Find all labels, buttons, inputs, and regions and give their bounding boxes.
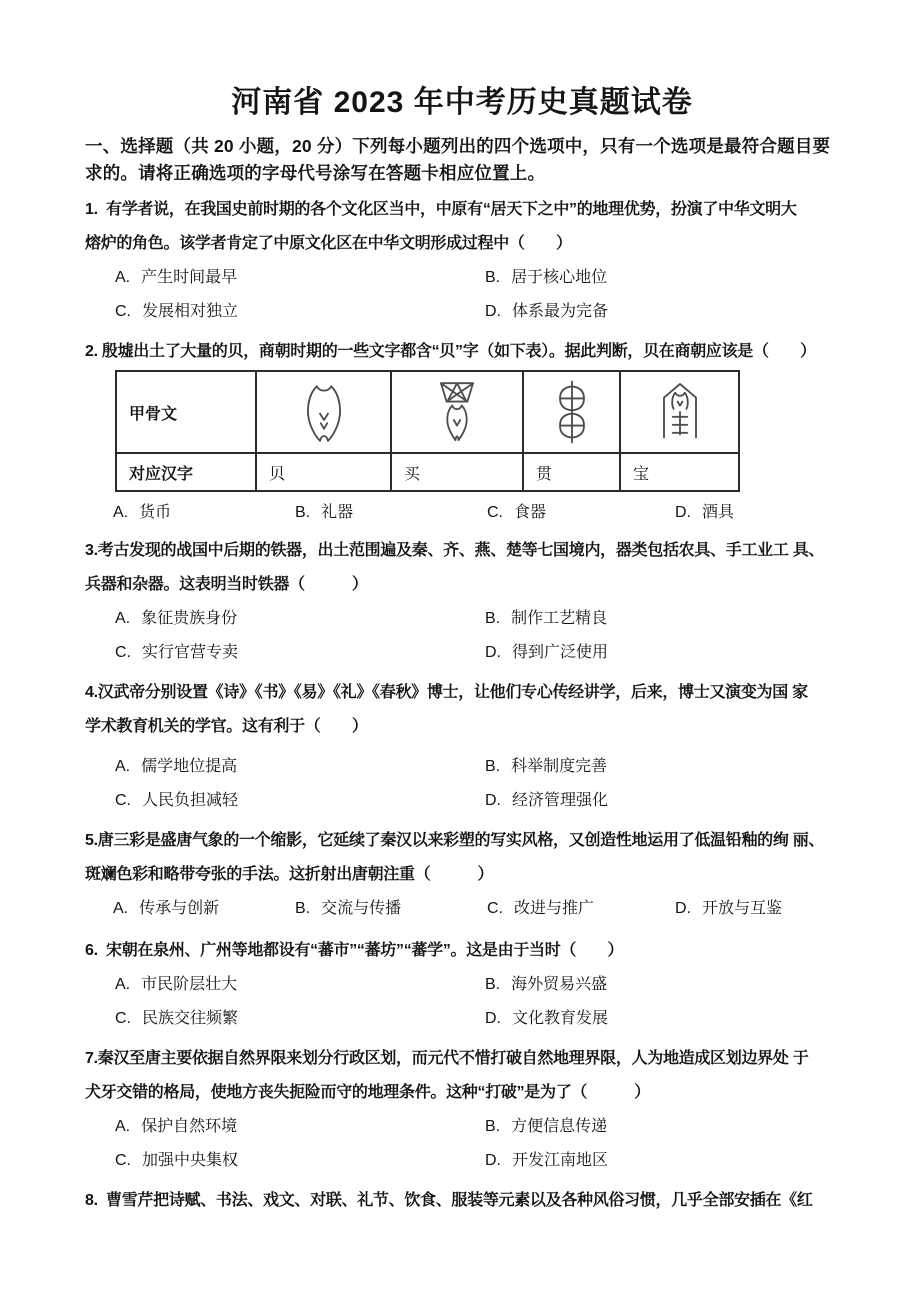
question-8 xyxy=(85,1184,839,1218)
question-3-stem-line-2: 兵器和杂器。这表明当时铁器（ ） xyxy=(85,576,368,593)
question-3-stem-line-1: 3.考古发现的战国中后期的铁器，出土范围遍及秦、齐、燕、楚等七国境内，器类包括农具、手工业工 具、 xyxy=(85,542,825,559)
table-cell-glyph-bao xyxy=(620,371,739,453)
instructions-line-2: 求的。请将正确选项的字母代号涂写在答题卡相应位置上。 xyxy=(85,163,546,183)
question-1 xyxy=(85,193,839,329)
question-3-option-b: B. 制作工艺精良 xyxy=(485,610,608,627)
question-6-option-c: C. 民族交往频繁 xyxy=(115,1010,239,1027)
oracle-bao-glyph xyxy=(656,380,704,444)
question-5-option-b: B. 交流与传播 xyxy=(295,900,402,917)
question-6-option-b: B. 海外贸易兴盛 xyxy=(485,976,608,993)
question-1-option-d: D. 体系最为完备 xyxy=(485,303,609,320)
question-3-option-c: C. 实行官营专卖 xyxy=(115,644,239,661)
oracle-bei-glyph xyxy=(300,380,348,444)
question-5-option-a: A. 传承与创新 xyxy=(113,900,220,917)
question-1-option-b: B. 居于核心地位 xyxy=(485,269,608,286)
question-7-option-a: A. 保护自然环境 xyxy=(115,1118,238,1135)
exam-content xyxy=(85,82,839,1218)
question-3-option-d: D. 得到广泛使用 xyxy=(485,644,609,661)
question-1-option-a: A. 产生时间最早 xyxy=(115,269,238,286)
question-4 xyxy=(85,676,839,818)
question-4-option-b: B. 科举制度完善 xyxy=(485,758,608,775)
question-3 xyxy=(85,534,839,670)
question-7-stem-line-2: 犬牙交错的格局，使地方丧失扼险而守的地理条件。这种“打破”是为了（ ） xyxy=(85,1084,650,1101)
table-cell-char-guan: 贯 xyxy=(523,453,620,491)
question-5-stem-line-2: 斑斓色彩和略带夸张的手法。这折射出唐朝注重（ ） xyxy=(85,866,494,883)
question-7-option-b: B. 方便信息传递 xyxy=(485,1118,608,1135)
table-header-hanzi: 对应汉字 xyxy=(116,453,256,491)
instructions-line-1: 一、选择题（共 20 小题，20 分）下列每小题列出的四个选项中，只有一个选项是最符合题目要 xyxy=(85,136,831,156)
question-5-stem-line-1: 5.唐三彩是盛唐气象的一个缩影，它延续了秦汉以来彩塑的写实风格，又创造性地运用了低温铅釉的绚 丽、 xyxy=(85,832,825,849)
question-4-option-d: D. 经济管理强化 xyxy=(485,792,609,809)
question-1-stem-line-1: 1. 有学者说，在我国史前时期的各个文化区当中，中原有“居天下之中”的地理优势，扮演了中华文明大 xyxy=(85,201,797,218)
question-6 xyxy=(85,934,839,1036)
question-5-option-c: C. 改进与推广 xyxy=(487,900,595,917)
question-4-option-c: C. 人民负担减轻 xyxy=(115,792,239,809)
oracle-guan-glyph xyxy=(548,380,596,444)
table-header-jiaguwen: 甲骨文 xyxy=(116,371,256,453)
question-8-stem-line-1: 8. 曹雪芹把诗赋、书法、戏文、对联、礼节、饮食、服装等元素以及各种风俗习惯，几乎全部安插在《红 xyxy=(85,1192,813,1209)
question-6-option-a: A. 市民阶层壮大 xyxy=(115,976,238,993)
question-7-option-c: C. 加强中央集权 xyxy=(115,1152,239,1169)
question-4-stem-line-2: 学术教育机关的学官。这有利于（ ） xyxy=(85,718,368,735)
question-4-option-a: A. 儒学地位提高 xyxy=(115,758,238,775)
question-6-option-d: D. 文化教育发展 xyxy=(485,1010,609,1027)
table-cell-glyph-mai xyxy=(391,371,523,453)
oracle-mai-glyph xyxy=(433,380,481,444)
table-cell-char-bao: 宝 xyxy=(620,453,739,491)
table-row-characters xyxy=(116,453,739,491)
question-2 xyxy=(85,335,839,530)
question-2-option-d: D. 酒具 xyxy=(675,504,735,521)
table-cell-char-bei: 贝 xyxy=(256,453,391,491)
question-2-option-b: B. 礼器 xyxy=(295,504,354,521)
question-3-option-a: A. 象征贵族身份 xyxy=(115,610,238,627)
question-5 xyxy=(85,824,839,926)
question-7 xyxy=(85,1042,839,1178)
table-cell-char-mai: 买 xyxy=(391,453,523,491)
oracle-bone-table xyxy=(115,370,740,492)
question-2-stem-line-1: 2. 殷墟出土了大量的贝，商朝时期的一些文字都含“贝”字（如下表）。据此判断，贝在商朝应该是（ ） xyxy=(85,343,816,360)
question-1-option-c: C. 发展相对独立 xyxy=(115,303,239,320)
question-2-option-a: A. 货币 xyxy=(113,504,172,521)
page-title: 河南省 2023 年中考历史真题试卷 xyxy=(231,86,693,119)
question-7-stem-line-1: 7.秦汉至唐主要依据自然界限来划分行政区划，而元代不惜打破自然地理界限，人为地造成区划边界处 于 xyxy=(85,1050,809,1067)
table-cell-glyph-guan xyxy=(523,371,620,453)
question-7-option-d: D. 开发江南地区 xyxy=(485,1152,609,1169)
question-4-stem-line-1: 4.汉武帝分别设置《诗》《书》《易》《礼》《春秋》博士，让他们专心传经讲学，后来，博士又演变为国 家 xyxy=(85,684,808,701)
question-2-option-c: C. 食器 xyxy=(487,504,547,521)
question-6-stem-line-1: 6. 宋朝在泉州、广州等地都设有“蕃市”“蕃坊”“蕃学”。这是由于当时（ ） xyxy=(85,942,624,959)
question-5-option-d: D. 开放与互鉴 xyxy=(675,900,783,917)
table-row-oracle-glyphs xyxy=(116,371,739,453)
section-instructions xyxy=(85,133,839,187)
question-1-stem-line-2: 熔炉的角色。该学者肯定了中原文化区在中华文明形成过程中（ ） xyxy=(85,235,572,252)
table-cell-glyph-bei xyxy=(256,371,391,453)
